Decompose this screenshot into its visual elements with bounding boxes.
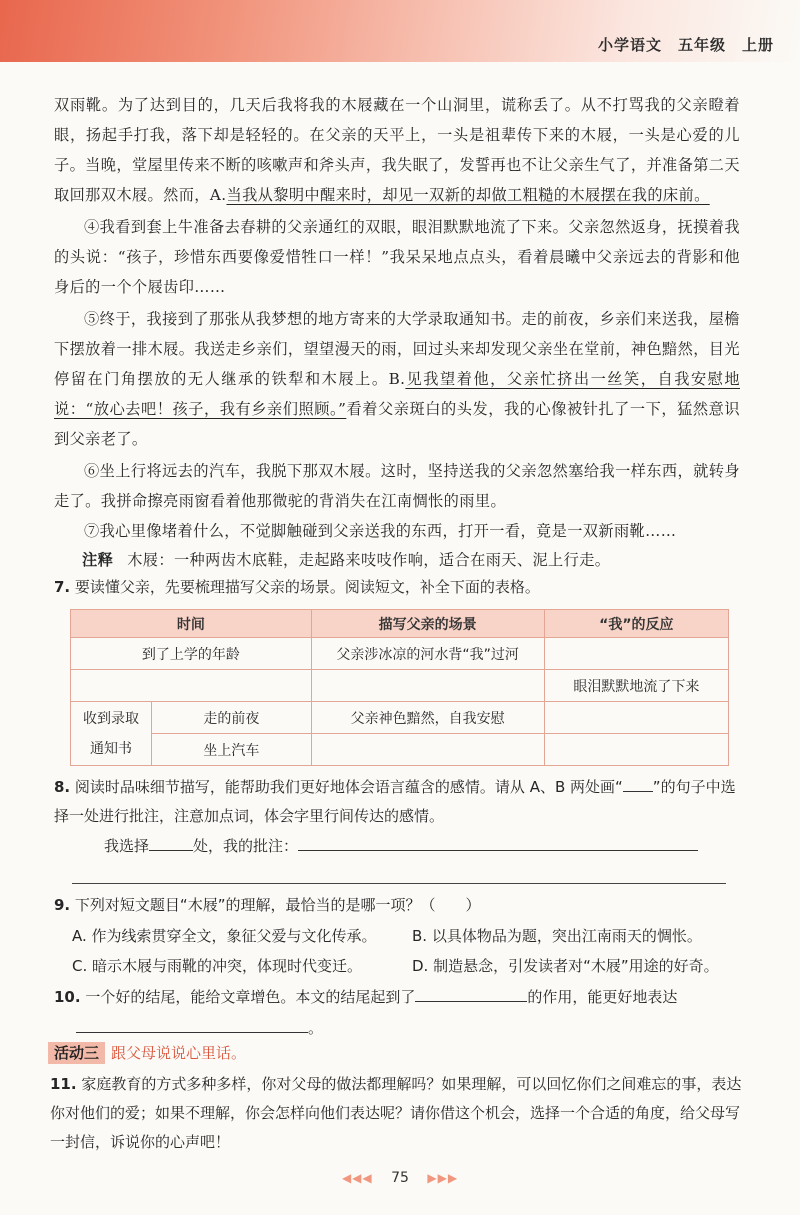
question-text: 的作用，能更好地表达 [527,988,678,1006]
passage-text: ⑤终于，我接到了那张从我梦想的地方寄来的大学录取通知书。走的前夜，乡亲们来送我，屋檐下摆放着一排木屐。我送走乡亲们，望望漫天的雨，回过头来却发现父亲坐在堂前，神色黯然，目光停留在门角摆放的无人继承的铁犁和木屐上。B. [54,310,740,388]
passage-paragraph-7: ⑦我心里像堵着什么，不觉脚触碰到父亲送我的东西，打开一看，竟是一双新雨靴…… [84,522,677,540]
underlined-sentence-a: 当我从黎明中醒来时，却见一双新的却做工粗糙的木屐摆在我的床前。 [226,186,710,204]
cell-subtime: 走的前夜 [152,702,312,734]
right-arrows-icon: ▶▶▶ [427,1171,459,1185]
scene-table [70,609,729,766]
header-time: 时间 [71,610,312,638]
passage-paragraph-6: ⑥坐上行将远去的汽车，我脱下那双木屐。这时，坚持送我的父亲忽然塞给我一样东西，就转身走了。我拼命擦亮雨窗看着他那微驼的背消失在江南惆怅的雨里。 [54,462,740,510]
page-number: 75 [391,1170,409,1186]
table-row [71,734,729,766]
question-11 [50,1070,744,1157]
question-9 [54,891,744,920]
choice-blank[interactable] [149,850,193,851]
cell-subtime: 坐上汽车 [152,734,312,766]
cell-reaction: 眼泪默默地流了下来 [544,670,728,702]
question-text: 阅读时品味细节描写，能帮助我们更好地体会语言蕴含的感情。请从 A、B 两处画“ [74,778,623,796]
q10-line-2 [76,1014,766,1043]
cell-scene: 父亲涉冰凉的河水背“我”过河 [311,638,544,670]
question-7 [54,573,744,602]
cell-time: 到了上学的年龄 [71,638,312,670]
passage-text: 双雨靴。为了达到目的，几天后我将我的木屐藏在一个山洞里，谎称丢了。从不打骂我的父亲瞪着眼，扬起手打我，落下却是轻轻的。在父亲的天平上，一头是祖辈传下来的木屐，一头是心爱的儿子。当晚，堂屋里传来不断的咳嗽声和斧头声，我失眠了，发誓再也不让父亲生气了，并准备第二天取回那双木屐。然而，A. [54,96,740,204]
book-title: 小学语文 五年级 上册 [597,36,774,54]
passage-paragraph-5 [54,304,740,454]
question-number: 10. [54,988,81,1006]
page-footer [0,1170,800,1186]
question-10 [54,983,744,1012]
question-text: 要读懂父亲，先要梳理描写父亲的场景。阅读短文，补全下面的表格。 [74,578,540,596]
expression-blank[interactable] [76,1032,308,1033]
question-number: 11. [50,1075,77,1093]
table-header-row [71,610,729,638]
note-label: 注释 [82,551,114,569]
passage-paragraph-4: ④我看到套上牛准备去春耕的父亲通红的双眼，眼泪默默地流了下来。父亲忽然返身，抚摸着我的头说：“孩子，珍惜东西要像爱惜牲口一样！”我呆呆地点点头，看着晨曦中父亲远去的背影和他身后的一个个屐齿印…… [54,218,740,296]
activity-heading [48,1042,246,1063]
question-text: 家庭教育的方式多种多样，你对父母的做法都理解吗？如果理解，可以回忆你们之间难忘的事，表达你对他们的爱；如果不理解，你会怎样向他们表达呢？请你借这个机会，选择一个合适的角度，给父母写一封信，诉说你的心声吧！ [50,1075,742,1151]
answer-cell[interactable] [544,734,728,766]
answer-label: 我选择 [104,837,150,855]
question-number: 7. [54,578,71,596]
table-row [71,702,729,734]
answer-cell[interactable] [311,670,544,702]
answer-cell[interactable] [544,638,728,670]
note-text: 木屐：一种两齿木底鞋，走起路来吱吱作响，适合在雨天、泥上行走。 [127,551,611,569]
answer-label: 处，我的批注： [193,837,299,855]
cell-group [71,702,152,766]
function-blank[interactable] [415,1001,527,1002]
annotation-blank[interactable] [298,850,698,851]
answer-cell[interactable] [544,702,728,734]
q8-answer-line [104,832,734,861]
option-c[interactable]: C. 暗示木屐与雨靴的冲突，体现时代变迁。 [72,957,363,975]
passage-text: 看着父亲斑白的头发，我的心像被针扎了一下，猛然意识到父亲老了。 [54,400,740,448]
left-arrows-icon: ◀◀◀ [341,1171,373,1185]
passage-paragraph-3 [54,90,740,210]
option-b[interactable]: B. 以具体物品为题，突出江南雨天的惆怅。 [412,927,702,945]
cell-scene: 父亲神色黯然，自我安慰 [311,702,544,734]
question-number: 9. [54,896,71,914]
note [82,545,742,575]
activity-tag: 活动三 [48,1042,105,1064]
underline-mark [623,791,653,792]
option-d[interactable]: D. 制造悬念，引发读者对“木屐”用途的好奇。 [412,957,719,975]
question-text: ”的句子中选择一处进行批注，注意加点词，体会字里行间传达的感情。 [54,778,736,825]
header-reaction: “我”的反应 [544,610,728,638]
punctuation: 。 [308,1019,324,1037]
option-a[interactable]: A. 作为线索贯穿全文，象征父爱与文化传承。 [72,927,377,945]
activity-title: 跟父母说说心里话。 [111,1044,247,1062]
question-text: 下列对短文题目“木屐”的理解，最恰当的是哪一项？（ ） [74,896,481,914]
question-number: 8. [54,778,71,796]
answer-cell[interactable] [71,670,312,702]
answer-line[interactable] [72,883,726,884]
underlined-sentence-b: 见我望着他，父亲忙挤出一丝笑，自我安慰地说：“放心去吧！孩子，我有乡亲们照顾。” [54,370,740,418]
question-text: 一个好的结尾，能给文章增色。本文的结尾起到了 [85,988,416,1006]
header-scene: 描写父亲的场景 [311,610,544,638]
table-row [71,638,729,670]
table-row [71,670,729,702]
answer-cell[interactable] [311,734,544,766]
question-8 [54,773,744,831]
group-label: 收到录取通知书 [83,710,139,757]
